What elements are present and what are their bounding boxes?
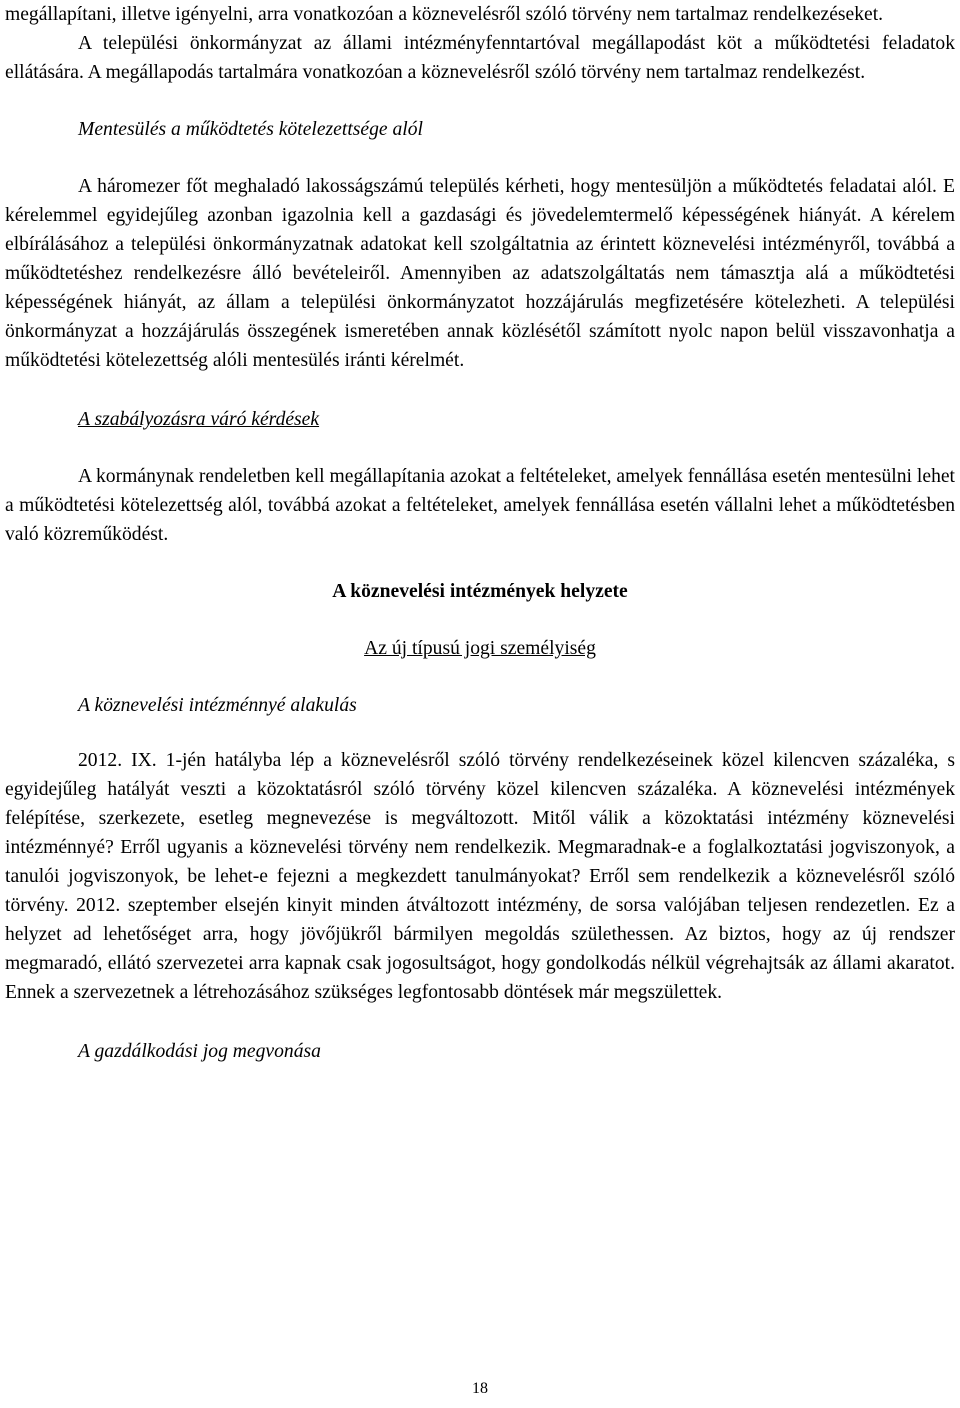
paragraph-transformation: 2012. IX. 1-jén hatályba lép a köznevelésről szóló törvény rendelkezéseinek közel kilencven százaléka, s egyidejűleg hatályát veszti a közoktatásról szóló törvény közel kilencven százaléka. A köznevelési intézmények felépítése, szerkezete, esetleg megnevezése is megváltozott. Mitől válik a közoktatási intézmény köznevelési intézménnyé? Erről ugyanis a köznevelési törvény nem rendelkezik. Megmaradnak-e a foglalkoztatási jogviszonyok, a tanulói jogviszonyok, be lehet-e fejezni a megkezdett tanulmányokat? Erről sem rendelkezik a köznevelésről szóló törvény. 2012. szeptember elsején kinyit minden átváltozott intézmény, de sorsa valójában teljesen rendezetlen. Ez a helyzet ad lehetőséget arra, hogy jövőjükről bármilyen megoldás születhessen. Az biztos, hogy az új rendszer megmaradó, ellátó szervezetei arra kapnak csak jogosultságot, hogy gondolkodás nélkül végrehajtsák az állami akaratot. Ennek a szervezetnek a létrehozásához szükséges legfontosabb döntések már megszülettek.: [5, 750, 955, 1003]
main-heading: A köznevelési intézmények helyzete: [332, 581, 628, 602]
paragraph-exemption: A háromezer főt meghaladó lakosságszámú település kérheti, hogy mentesüljön a működtetés feladatai alól. E kérelemmel egyidejűleg azonban igazolnia kell a gazdasági és jövedelemtermelő képességének hiányát. A kérelem elbírálásához a települési önkormányzatnak adatokat kell szolgáltatnia az érintett köznevelési intézményről, továbbá a működtetéshez rendelkezésre álló bevételeiről. Amennyiben az adatszolgáltatás nem támasztja alá a működtetési képességének hiányát, az állam a települési önkormányzatot hozzájárulás megfizetésére kötelezheti. A települési önkormányzat a hozzájárulás összegének ismeretében annak közlésétől számított nyolc napon belül visszavonhatja a működtetési kötelezettség alóli mentesülés iránti kérelmét.: [5, 176, 955, 371]
section-heading-management-rights: A gazdálkodási jog megvonása: [78, 1041, 321, 1062]
section-heading-open-questions: A szabályozásra váró kérdések: [78, 409, 320, 430]
page-number: 18: [472, 1380, 488, 1397]
section-heading-exemption: Mentesülés a működtetés kötelezettsége alól: [78, 119, 423, 140]
paragraph-continuation: megállapítani, illetve igényelni, arra vonatkozóan a köznevelésről szóló törvény nem tartalmaz rendelkezéseket.: [5, 4, 884, 25]
paragraph-open-questions: A kormánynak rendeletben kell megállapítania azokat a feltételeket, amelyek fennállása esetén mentesülni lehet a működtetési kötelezettség alól, továbbá azokat a feltételeket, amelyek fennállása esetén vállalni lehet a működtetésben való közreműködést.: [5, 466, 955, 545]
paragraph-agreement: A települési önkormányzat az állami intézményfenntartóval megállapodást köt a működtetési feladatok ellátására. A megállapodás tartalmára vonatkozóan a köznevelésről szóló törvény nem tartalmaz rendelkezést.: [5, 33, 955, 83]
sub-heading: Az új típusú jogi személyiség: [364, 638, 596, 659]
section-heading-transformation: A köznevelési intézménnyé alakulás: [78, 695, 357, 716]
